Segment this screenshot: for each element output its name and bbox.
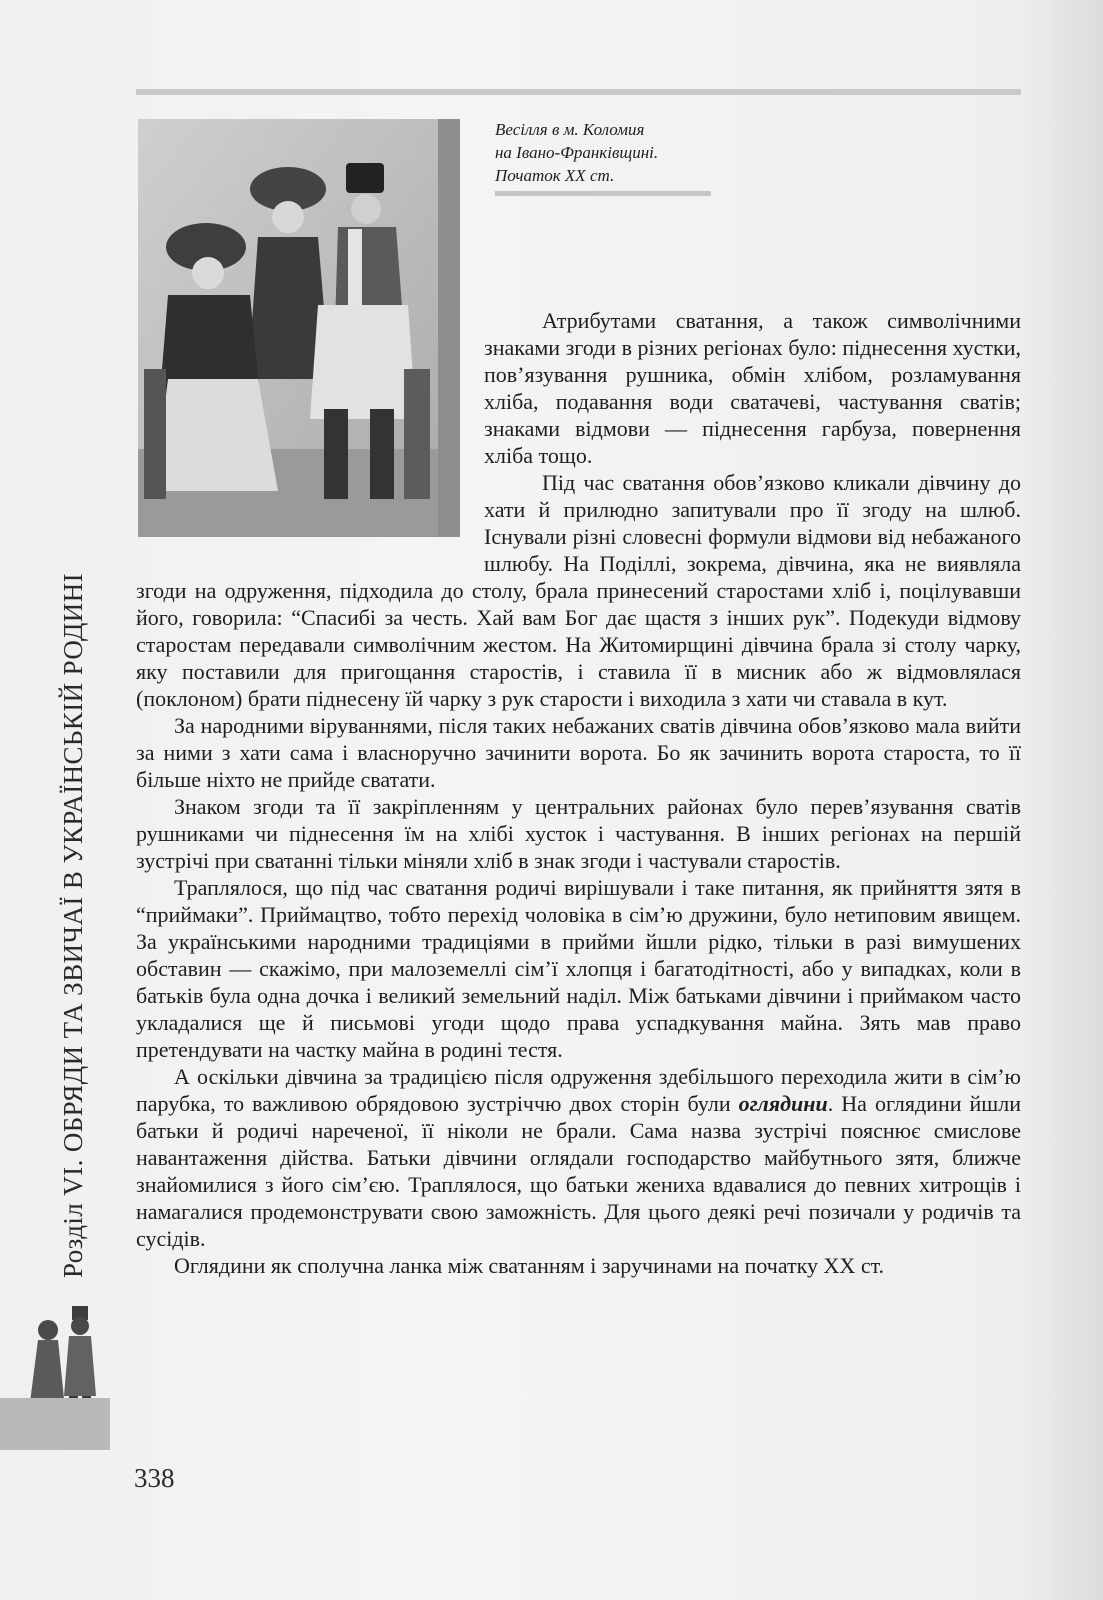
article-body [136,307,1021,1279]
caption-line: Початок XX ст. [495,166,615,185]
caption-line: Весілля в м. Коломия [495,120,645,139]
paragraph: Оглядини як сполучна ланка між сватанням і заручинами на початку XX ст. [174,1253,885,1278]
paragraph-text: А оскільки дівчина за традицією після одруження здебільшого переходила жити в сім’ю парубка, то важливою обрядовою зустріччю двох сторін були [136,1064,1021,1116]
paragraph: Траплялося, що під час сватання родичі вирішували і таке питання, як прийняття зятя в “приймаки”. Приймацтво, тобто перехід чоловіка в сім’ю дружини, було нетиповим явищем. За українськими народними традиціями в прийми йшли рідко, тільки в разі вимушених обставин — скажімо, при малоземеллі сім’ї хлопця і багатодітності, або у випадках, коли в батьків була одна дочка і великий земельний наділ. Між батьками дівчини і приймаком часто укладалися ще й письмові угоди щодо права успадкування майна. Зять мав право претендувати на частку майна в родині тестя. [136,875,1021,1062]
photo-caption [495,118,735,187]
caption-rule [495,191,711,196]
paragraph-text: . На оглядини йшли батьки й родичі нареченої, її ніколи не брали. Сама назва зустрічі пояснює смислове навантаження дійства. Батьки дівчини оглядали господарство майбутнього зятя, ближче знайомилися з його сім’єю. Траплялося, що батьки жениха вдавалися до певних хитрощів і намагалися продемонструвати свою заможність. Для цього деякі речі позичали у родичів та сусідів. [136,1091,1022,1251]
paragraph: Знаком згоди та її закріпленням у центральних районах було перев’язування сватів рушниками чи піднесення їм на хлібі хусток і частування. В інших регіонах на першій зустрічі при сватанні тільки міняли хліб в знак згоди і частували старостів. [136,794,1021,873]
paragraph: За народними віруваннями, після таких небажаних сватів дівчина обов’язково мала вийти за ними з хати сама і власноручно зачинити ворота. Бо як зачинить ворота староста, то її більше ніхто не прийде сватати. [136,713,1021,792]
paragraph [136,1063,1021,1252]
top-rule [136,89,1021,95]
sidebar-bar [0,1398,110,1450]
paragraph: Під час сватання обов’язково кликали дівчину до хати й прилюдно запитували про її згоду на шлюб. Існували різні словесні формули відмови від небажаного шлюбу. На Поділлі, зокрема, дівчина, яка не виявляла згоди на одруження, підходила до столу, брала принесений старостами хліб і, поцілувавши його, говорила: “Спасибі за честь. Хай вам Бог дає щастя з інших рук”. Подекуди відмову старостам передавали символічним жестом. На Житомирщині дівчина брала зі столу чарку, яку поставили для пригощання старостів, і ставила її в мисник або ж відмовлялася (поклоном) брати піднесену їй чарку з рук старости і виходила з хати чи ставала в кут. [136,470,1021,711]
page-number: 338 [134,1463,175,1493]
photo-float-space [136,307,484,575]
section-title-vertical: Розділ VI. ОБРЯДИ ТА ЗВИЧАЇ В УКРАЇНСЬКІЙ РОДИНІ [58,573,88,1278]
paragraph: Атрибутами сватання, а також символічними знаками згоди в різних регіонах було: піднесення хустки, пов’язування рушника, обмін хлібом, розламування хліба, подавання води сватачеві, частування сватів; знаками відмови — піднесення гарбуза, повернення хліба тощо. [484,308,1021,468]
emphasized-term: оглядини [738,1091,828,1116]
caption-line: на Івано-Франківщині. [495,143,659,162]
